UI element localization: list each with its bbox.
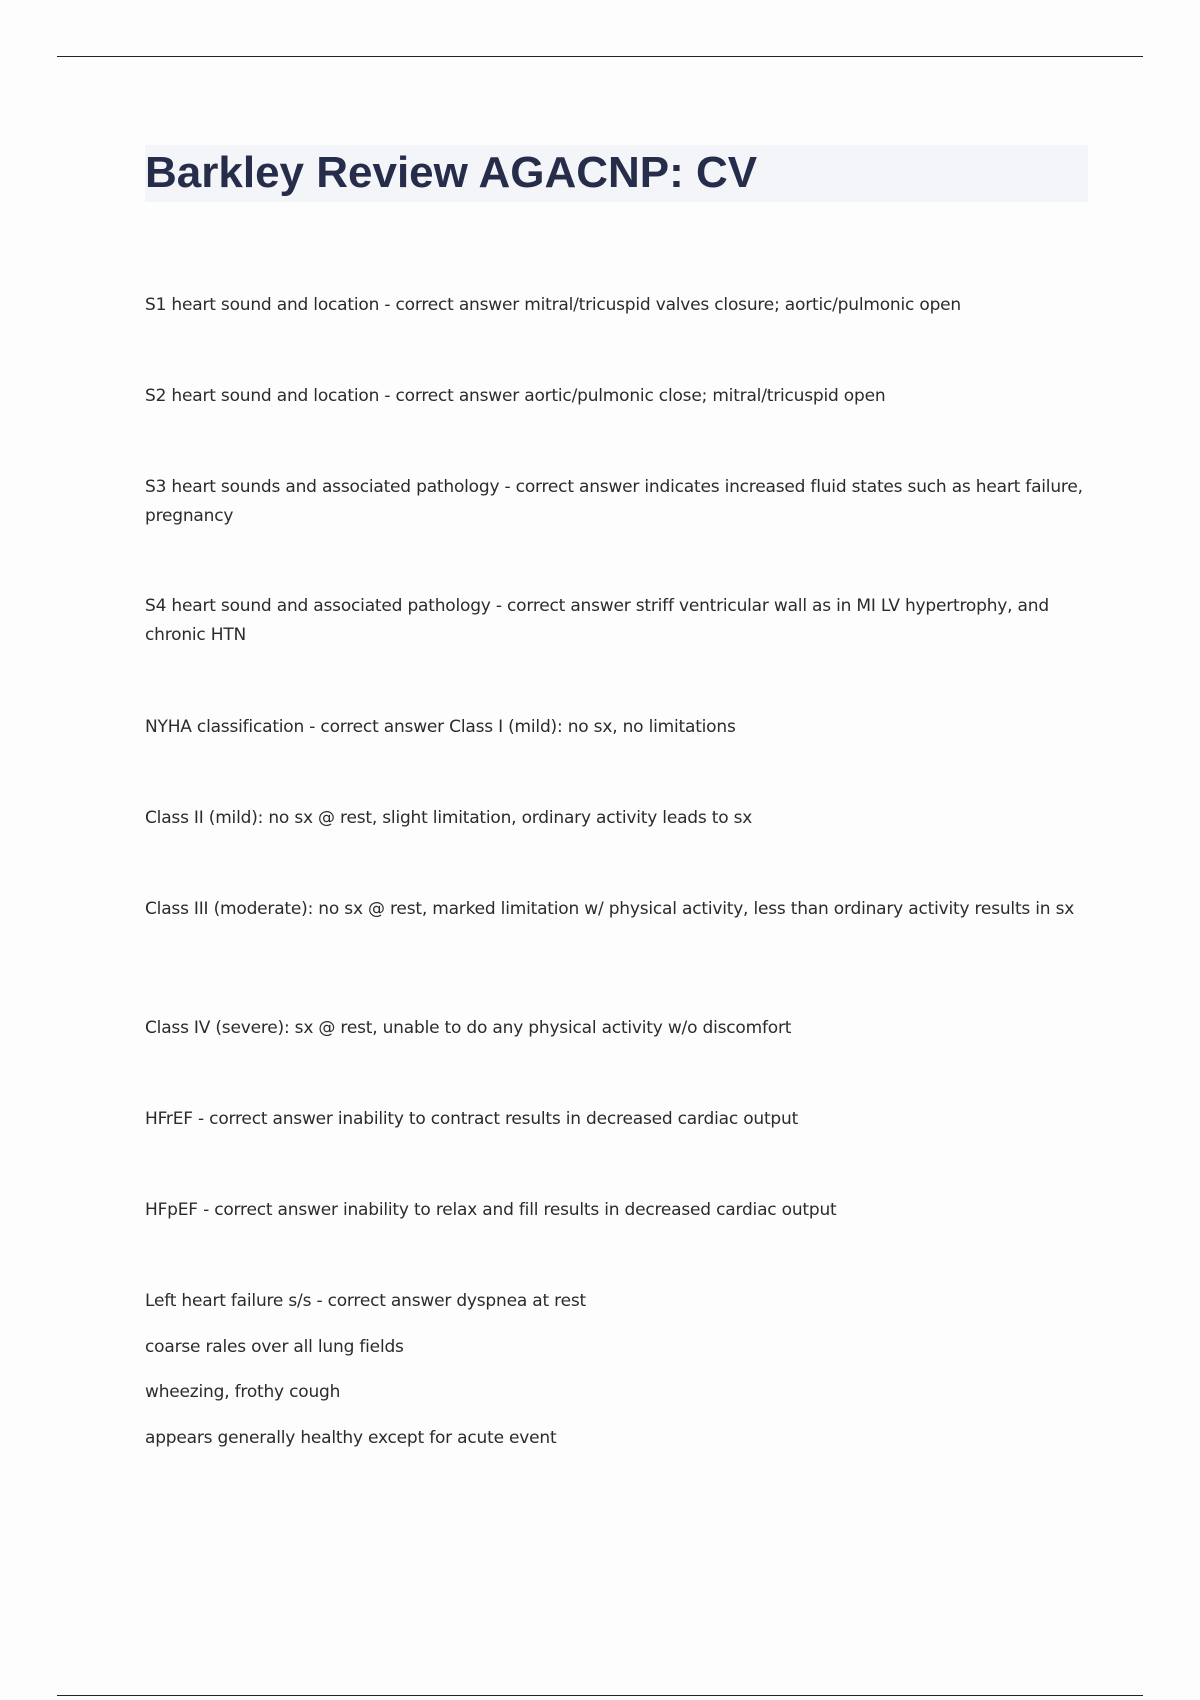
paragraph-hfref: HFrEF - correct answer inability to contract results in decreased cardiac output	[145, 1109, 799, 1129]
paragraph-left-hf: Left heart failure s/s - correct answer dyspnea at rest	[145, 1291, 586, 1311]
bottom-rule	[57, 1695, 1143, 1696]
paragraph-class-ii: Class II (mild): no sx @ rest, slight limitation, ordinary activity leads to sx	[145, 808, 753, 828]
top-rule	[57, 56, 1143, 57]
paragraph-healthy: appears generally healthy except for acute event	[145, 1428, 557, 1448]
paragraph-s3: S3 heart sounds and associated pathology - correct answer indicates increased fluid states such as heart failure, pregnancy	[145, 477, 1083, 526]
paragraph-s4: S4 heart sound and associated pathology - correct answer striff ventricular wall as in MI LV hypertrophy, and chronic HTN	[145, 596, 1049, 645]
paragraph-s1: S1 heart sound and location - correct answer mitral/tricuspid valves closure; aortic/pulmonic open	[145, 295, 961, 315]
paragraph-rales: coarse rales over all lung fields	[145, 1337, 404, 1357]
paragraph-class-iii: Class III (moderate): no sx @ rest, marked limitation w/ physical activity, less than ordinary activity results in sx	[145, 899, 1075, 919]
paragraph-s2: S2 heart sound and location - correct answer aortic/pulmonic close; mitral/tricuspid open	[145, 386, 886, 406]
paragraph-class-iv: Class IV (severe): sx @ rest, unable to do any physical activity w/o discomfort	[145, 1018, 792, 1038]
paragraph-wheezing: wheezing, frothy cough	[145, 1382, 341, 1402]
paragraph-hfpef: HFpEF - correct answer inability to relax and fill results in decreased cardiac output	[145, 1200, 837, 1220]
paragraph-nyha: NYHA classification - correct answer Class I (mild): no sx, no limitations	[145, 717, 736, 737]
document-title: Barkley Review AGACNP: CV	[145, 148, 758, 197]
